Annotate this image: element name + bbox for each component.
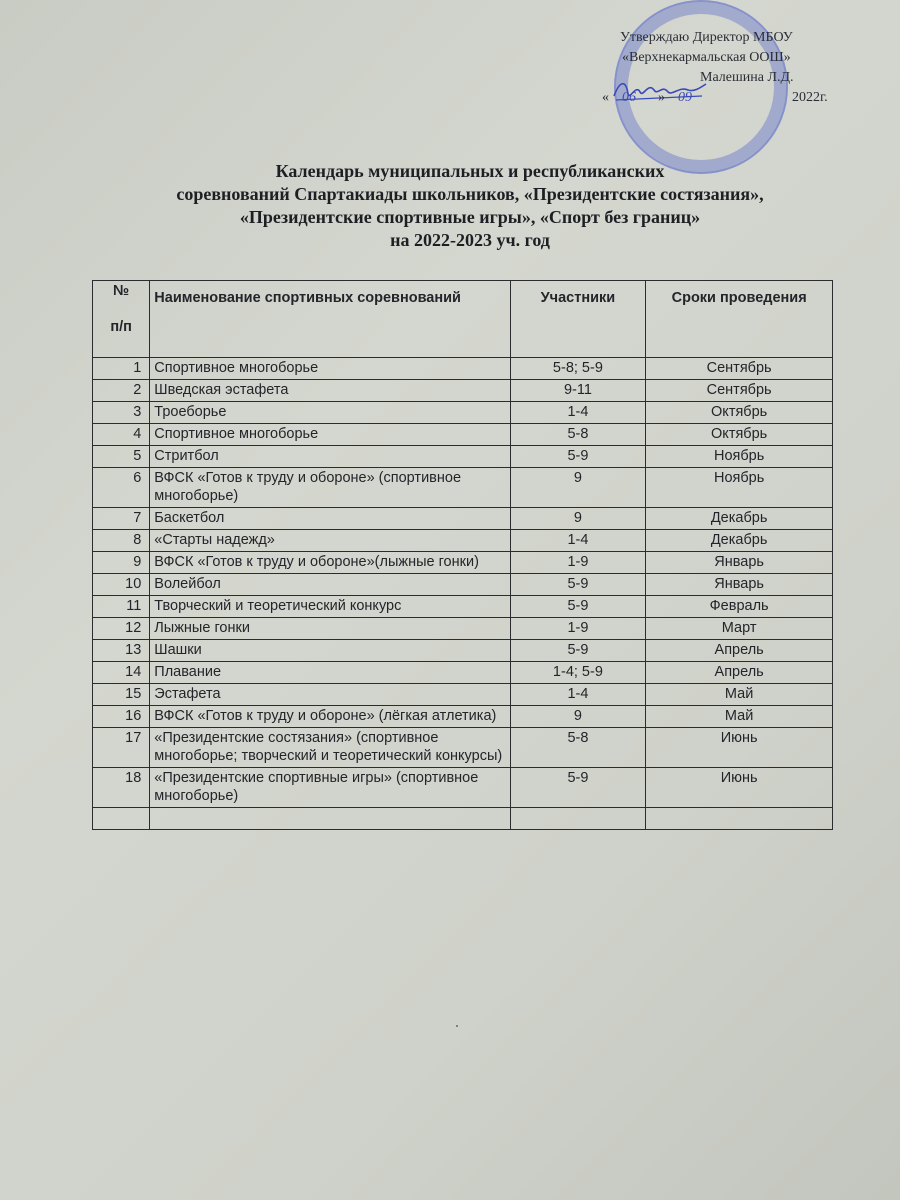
row-number: 18: [93, 768, 150, 808]
table-row: [93, 618, 833, 640]
row-name: ВФСК «Готов к труду и обороне» (лёгкая атлетика): [150, 706, 510, 728]
table-row: [93, 768, 833, 808]
table-body: [93, 358, 833, 830]
row-name: «Президентские спортивные игры» (спортивное многоборье): [150, 768, 510, 808]
page-title: [80, 160, 860, 252]
row-dates: Февраль: [646, 596, 833, 618]
row-name: Эстафета: [150, 684, 510, 706]
row-dates: Май: [646, 684, 833, 706]
row-number: 5: [93, 446, 150, 468]
row-number: 4: [93, 424, 150, 446]
row-participants: 9: [510, 468, 646, 508]
table-row: [93, 706, 833, 728]
row-name: ВФСК «Готов к труду и обороне» (спортивное многоборье): [150, 468, 510, 508]
row-number: 7: [93, 508, 150, 530]
empty-cell: [93, 808, 150, 830]
approval-year: 2022г.: [792, 90, 828, 105]
row-number: 10: [93, 574, 150, 596]
table-row: [93, 508, 833, 530]
row-number: 6: [93, 468, 150, 508]
row-name: ВФСК «Готов к труду и обороне»(лыжные гонки): [150, 552, 510, 574]
approval-line-name: Малешина Л.Д.: [700, 70, 794, 85]
row-name: Плавание: [150, 662, 510, 684]
table-row: [93, 574, 833, 596]
table-row: [93, 358, 833, 380]
row-number: 8: [93, 530, 150, 552]
approval-month: 09: [678, 90, 692, 105]
header-participants: Участники: [510, 281, 646, 358]
table-row: [93, 552, 833, 574]
row-participants: 1-9: [510, 552, 646, 574]
approval-line-director: Утверждаю Директор МБОУ: [620, 30, 793, 45]
title-line-1: Календарь муниципальных и республиканских: [275, 161, 665, 181]
header-number: [93, 281, 150, 358]
row-number: 1: [93, 358, 150, 380]
row-participants: 1-4: [510, 684, 646, 706]
row-name: Баскетбол: [150, 508, 510, 530]
row-dates: Январь: [646, 574, 833, 596]
row-number: 9: [93, 552, 150, 574]
row-number: 2: [93, 380, 150, 402]
row-participants: 1-4: [510, 402, 646, 424]
approval-open-quote: «: [602, 90, 609, 105]
row-participants: 1-4; 5-9: [510, 662, 646, 684]
table-row: [93, 424, 833, 446]
row-participants: 1-9: [510, 618, 646, 640]
row-dates: Октябрь: [646, 424, 833, 446]
row-name: Спортивное многоборье: [150, 424, 510, 446]
empty-cell: [646, 808, 833, 830]
row-dates: Декабрь: [646, 508, 833, 530]
row-number: 12: [93, 618, 150, 640]
row-number: 13: [93, 640, 150, 662]
row-name: «Старты надежд»: [150, 530, 510, 552]
table-row: [93, 468, 833, 508]
header-number-symbol: №: [113, 283, 130, 299]
row-number: 17: [93, 728, 150, 768]
row-dates: Март: [646, 618, 833, 640]
approval-close-quote: »: [658, 90, 665, 105]
title-line-4: на 2022-2023 уч. год: [390, 230, 550, 250]
header-number-label: п/п: [110, 319, 132, 335]
row-number: 15: [93, 684, 150, 706]
row-participants: 9: [510, 706, 646, 728]
row-dates: Апрель: [646, 662, 833, 684]
row-participants: 5-9: [510, 574, 646, 596]
row-dates: Октябрь: [646, 402, 833, 424]
approval-day: 06: [622, 90, 636, 105]
competitions-table: [92, 280, 833, 830]
table-row: [93, 640, 833, 662]
row-name: Троеборье: [150, 402, 510, 424]
table-row: [93, 402, 833, 424]
paper-speck: [456, 1025, 458, 1027]
table-row: [93, 662, 833, 684]
row-name: Лыжные гонки: [150, 618, 510, 640]
row-number: 11: [93, 596, 150, 618]
row-dates: Декабрь: [646, 530, 833, 552]
row-participants: 5-9: [510, 640, 646, 662]
table-row-empty: [93, 808, 833, 830]
row-dates: Ноябрь: [646, 468, 833, 508]
row-name: Спортивное многоборье: [150, 358, 510, 380]
approval-date: [600, 88, 840, 108]
row-name: Стритбол: [150, 446, 510, 468]
table-row: [93, 446, 833, 468]
row-number: 14: [93, 662, 150, 684]
table-row: [93, 530, 833, 552]
row-participants: 5-8: [510, 424, 646, 446]
row-participants: 5-8: [510, 728, 646, 768]
row-participants: 9: [510, 508, 646, 530]
row-dates: Сентябрь: [646, 358, 833, 380]
row-dates: Июнь: [646, 728, 833, 768]
empty-cell: [150, 808, 510, 830]
row-participants: 1-4: [510, 530, 646, 552]
row-name: Шведская эстафета: [150, 380, 510, 402]
row-participants: 5-9: [510, 596, 646, 618]
row-name: Волейбол: [150, 574, 510, 596]
table-header-row: [93, 281, 833, 358]
row-name: Шашки: [150, 640, 510, 662]
row-number: 16: [93, 706, 150, 728]
row-dates: Январь: [646, 552, 833, 574]
row-participants: 5-9: [510, 768, 646, 808]
row-dates: Ноябрь: [646, 446, 833, 468]
empty-cell: [510, 808, 646, 830]
title-line-3: «Президентские спортивные игры», «Спорт без границ»: [239, 207, 701, 227]
table-row: [93, 596, 833, 618]
row-name: «Президентские состязания» (спортивное многоборье; творческий и теоретический конкурсы): [150, 728, 510, 768]
table-row: [93, 684, 833, 706]
row-dates: Апрель: [646, 640, 833, 662]
row-name: Творческий и теоретический конкурс: [150, 596, 510, 618]
table-row: [93, 380, 833, 402]
title-line-2: соревнований Спартакиады школьников, «Президентские состязания»,: [176, 184, 764, 204]
header-dates: Сроки проведения: [646, 281, 833, 358]
row-participants: 5-9: [510, 446, 646, 468]
row-participants: 5-8; 5-9: [510, 358, 646, 380]
row-number: 3: [93, 402, 150, 424]
header-name: Наименование спортивных соревнований: [150, 281, 510, 358]
row-participants: 9-11: [510, 380, 646, 402]
approval-line-school: «Верхнекармальская ООШ»: [622, 50, 791, 65]
table-row: [93, 728, 833, 768]
row-dates: Июнь: [646, 768, 833, 808]
row-dates: Май: [646, 706, 833, 728]
row-dates: Сентябрь: [646, 380, 833, 402]
approval-block: [600, 28, 840, 108]
